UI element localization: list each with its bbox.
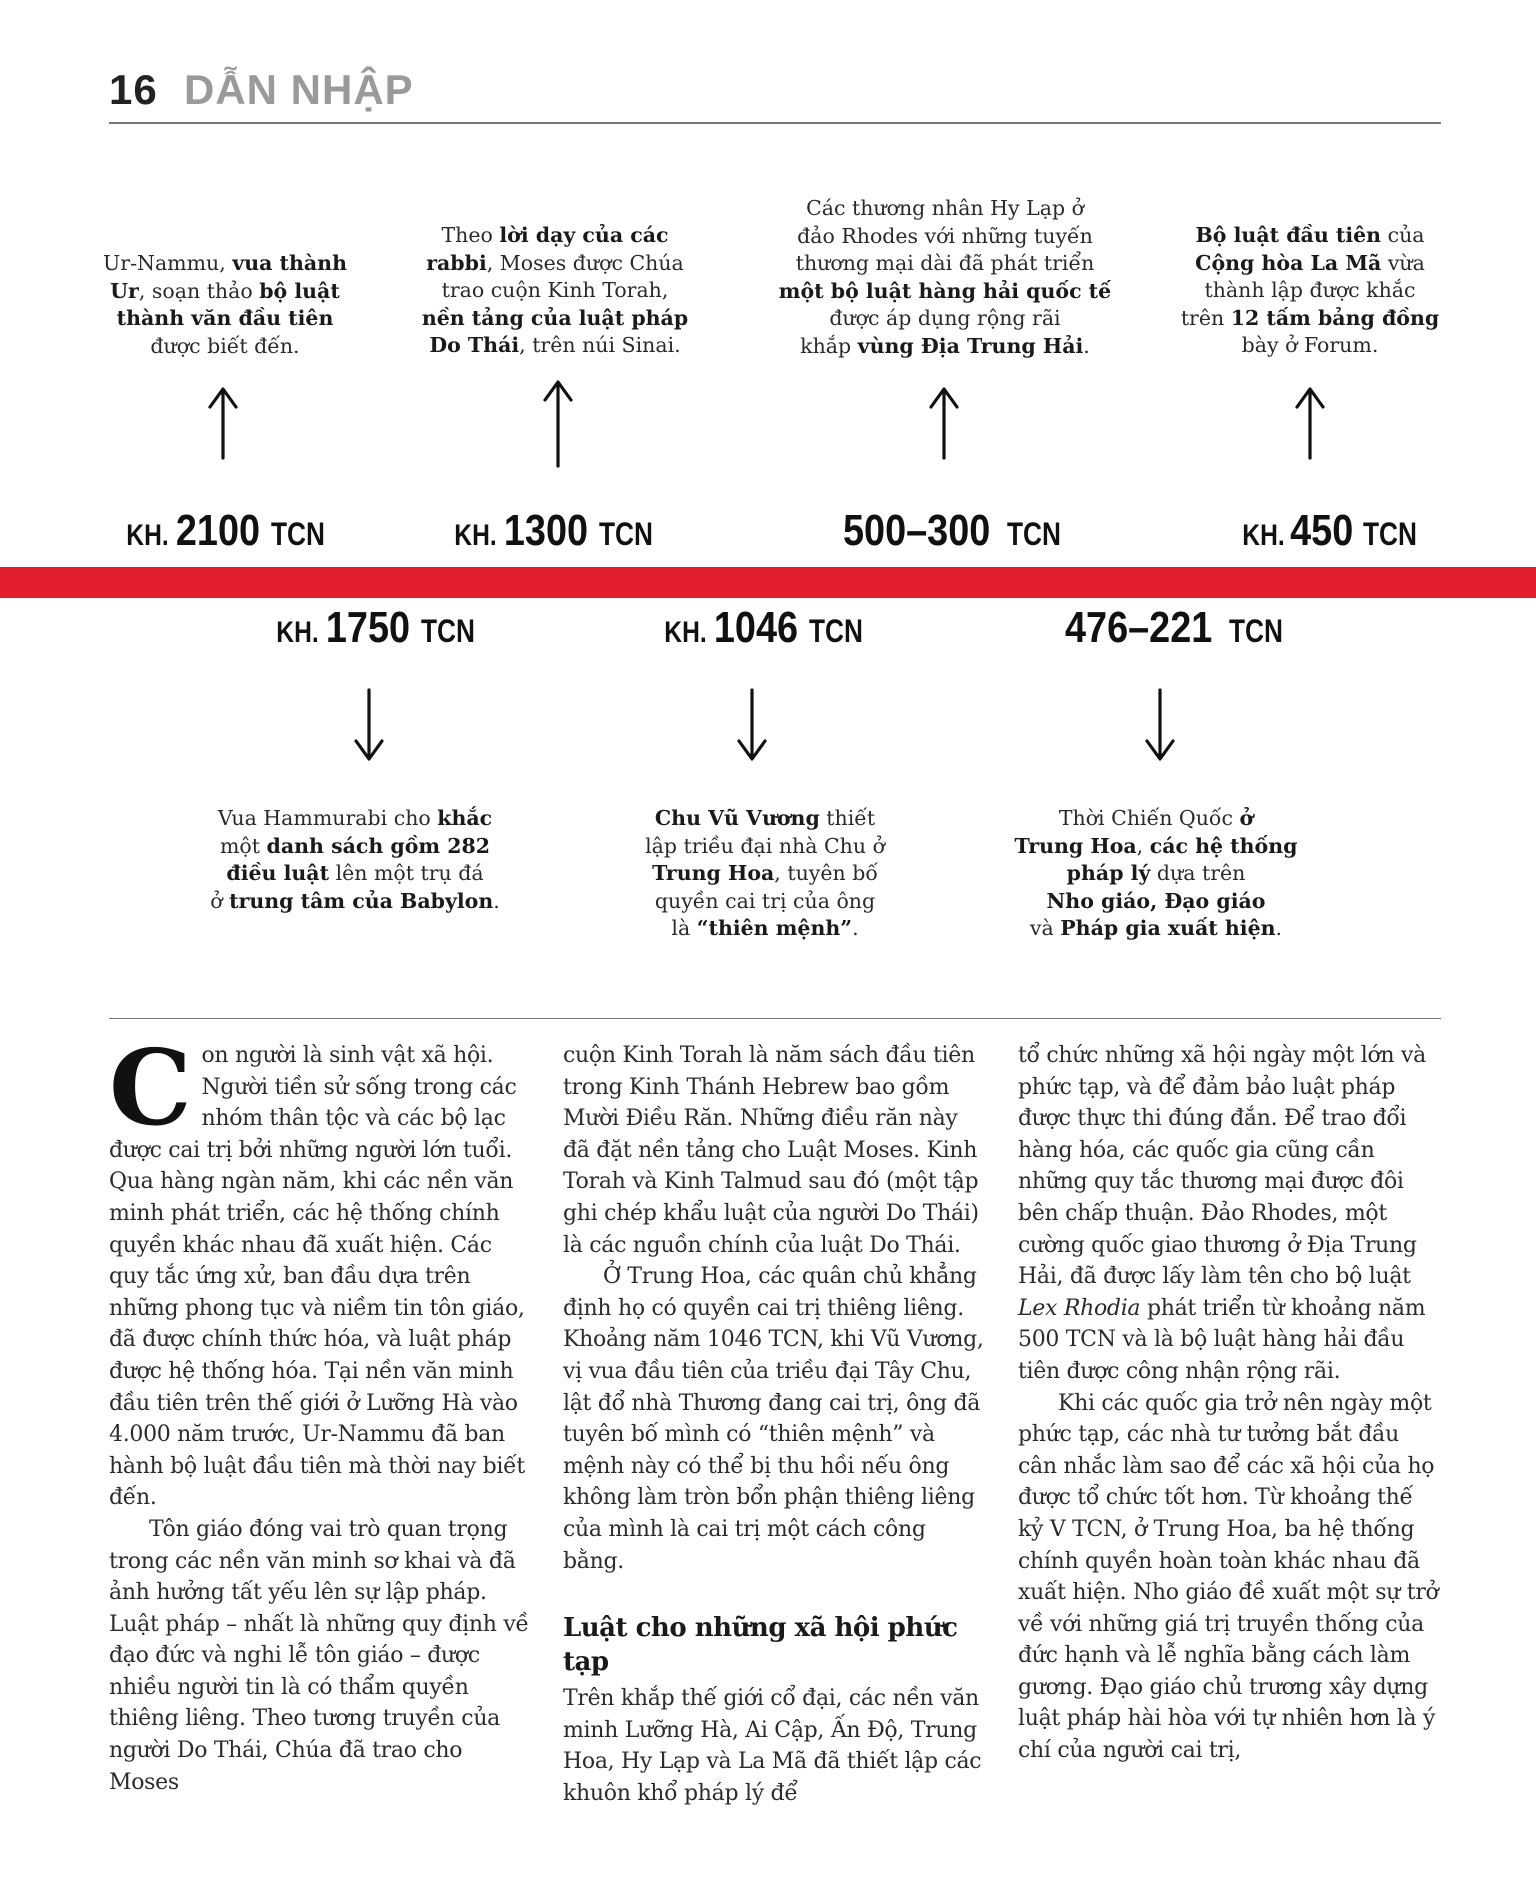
section-subheading: Luật cho những xã hội phức tạp	[563, 1613, 958, 1678]
paragraph: cuộn Kinh Torah là năm sách đầu tiên trong Kinh Thánh Hebrew bao gồm Mười Điều Răn. Những điều răn này đã đặt nền tảng cho Luật Moses. Kinh Torah và Kinh Talmud sau đó (một tập ghi chép khẩu luật của người Do Thái) là các nguồn chính của luật Do Thái.	[563, 1043, 979, 1258]
caption-emphasis: nền tảng của luật pháp	[421, 305, 689, 330]
caption-line	[405, 222, 705, 250]
caption-line	[195, 888, 515, 916]
caption-emphasis: “thiên mệnh”	[696, 916, 853, 940]
date-suffix: TCN	[1228, 613, 1283, 649]
timeline-caption-476-221	[1001, 805, 1311, 943]
caption-line	[1001, 915, 1311, 943]
body-rule	[109, 1018, 1441, 1019]
date-year: 2100	[175, 506, 260, 555]
caption-emphasis: Do Thái	[429, 333, 520, 357]
caption-line	[195, 860, 515, 888]
caption-line	[1001, 805, 1311, 833]
law-name: Lex Rhodia	[1018, 1295, 1141, 1321]
drop-cap: C	[109, 1026, 192, 1149]
caption-text: , trên núi Sinai.	[519, 333, 681, 357]
date-year: 476–221	[1065, 603, 1213, 652]
date-prefix: KH.	[664, 616, 707, 649]
caption-text: .	[1275, 916, 1283, 940]
caption-line	[772, 305, 1118, 333]
caption-text: quyền cai trị của ông	[654, 888, 876, 913]
caption-line	[1165, 305, 1455, 333]
caption-line	[405, 250, 705, 278]
down-arrow-icon	[352, 688, 386, 763]
caption-emphasis: Pháp gia xuất hiện	[1060, 916, 1276, 940]
paragraph: Tôn giáo đóng vai trò quan trọng trong các nền văn minh sơ khai và đã ảnh hưởng tất yếu lên sự lập pháp. Luật pháp – nhất là những quy định về đạo đức và nghi lễ tôn giáo – được nhiều người tin là có thẩm quyền thiêng liêng. Theo tương truyền của người Do Thái, Chúa đã trao cho Moses	[109, 1516, 529, 1795]
timeline-date-450	[1216, 506, 1446, 556]
date-prefix: KH.	[454, 519, 497, 552]
caption-text: lên một trụ đá	[329, 861, 484, 885]
caption-text: .	[493, 888, 500, 913]
caption-emphasis: Chu Vũ Vương	[654, 806, 820, 830]
caption-text: thương mại dài đã phát triển	[795, 251, 1095, 275]
timeline-caption-450	[1165, 222, 1455, 360]
caption-emphasis: Cộng hòa La Mã	[1195, 250, 1382, 275]
caption-emphasis: bộ luật	[259, 278, 340, 303]
caption-emphasis: vua thành	[232, 251, 347, 275]
paragraph	[1018, 1040, 1441, 1388]
timeline-caption-1300	[405, 222, 705, 360]
date-year: 450	[1290, 506, 1354, 555]
caption-emphasis: thành văn đầu tiên	[116, 306, 334, 330]
timeline-date-476-221	[1034, 603, 1314, 653]
caption-emphasis: danh sách gồm 282	[266, 833, 491, 858]
caption-line	[195, 805, 515, 833]
caption-emphasis: 12 tấm bảng đồng	[1230, 305, 1440, 330]
date-year: 500–300	[843, 506, 991, 555]
date-suffix: TCN	[809, 613, 864, 649]
caption-line	[195, 833, 515, 861]
caption-text: đảo Rhodes với những tuyến	[797, 223, 1093, 248]
paragraph-text: on người là sinh vật xã hội. Người tiền sử sống trong các nhóm thân tộc và các bộ lạc được cai trị bởi những người lớn tuổi. Qua hàng ngàn năm, khi các nền văn minh phát triển, các hệ thống chính quyền khác nhau đã xuất hiện. Các quy tắc ứng xử, ban đầu dựa trên những phong tục và niềm tin tôn giáo, đã được chính thức hóa, và luật pháp được hệ thống hóa. Tại nền văn minh đầu tiên trên thế giới ở Lưỡng Hà vào 4.000 năm trước, Ur-Nammu đã ban hành bộ luật đầu tiên mà thời nay biết đến.	[109, 1043, 525, 1511]
body-column-3	[1018, 1040, 1441, 1767]
caption-text: dựa trên	[1150, 861, 1246, 885]
caption-text: ở	[210, 888, 230, 913]
caption-text: một	[219, 833, 267, 858]
date-year: 1750	[325, 603, 410, 652]
caption-text: , Moses được Chúa	[486, 250, 684, 275]
caption-text: .	[1083, 333, 1090, 358]
caption-text: .	[852, 916, 859, 940]
caption-line	[1165, 332, 1455, 360]
caption-text: trao cuộn Kinh Torah,	[441, 278, 669, 302]
section-title: DẪN NHẬP	[184, 66, 414, 113]
caption-emphasis: trung tâm của Babylon	[229, 888, 494, 913]
caption-emphasis: các hệ thống	[1149, 833, 1298, 858]
timeline-caption-2100	[94, 250, 356, 360]
caption-line	[620, 833, 910, 861]
paragraph: Trên khắp thế giới cổ đại, các nền văn minh Lưỡng Hà, Ai Cập, Ấn Độ, Trung Hoa, Hy Lạp và La Mã đã thiết lập các khuôn khổ pháp lý để	[563, 1686, 982, 1806]
caption-line	[1165, 222, 1455, 250]
paragraph: Ở Trung Hoa, các quân chủ khẳng định họ có quyền cai trị thiêng liêng. Khoảng năm 1046 TCN, khi Vũ Vương, vị vua đầu tiên của triều đại Tây Chu, lật đổ nhà Thương đang cai trị, ông đã tuyên bố mình có “thiên mệnh” và mệnh này có thể bị thu hồi nếu ông không làm tròn bổn phận thiêng liêng của mình là cai trị một cách công bằng.	[563, 1264, 984, 1574]
date-prefix: KH.	[126, 519, 169, 552]
body-column-1	[109, 1026, 529, 1798]
timeline-band	[0, 567, 1536, 598]
date-suffix: TCN	[1362, 516, 1417, 552]
caption-text: lập triều đại nhà Chu ở	[645, 833, 885, 858]
date-suffix: TCN	[599, 516, 654, 552]
caption-line	[620, 915, 910, 943]
caption-text: Ur-Nammu,	[103, 251, 233, 275]
caption-line	[1165, 250, 1455, 278]
caption-line	[405, 305, 705, 333]
caption-emphasis: khắc	[437, 806, 493, 830]
paragraph-text: tổ chức những xã hội ngày một lớn và phức tạp, và để đảm bảo luật pháp được thực thi đúng đắn. Để trao đổi hàng hóa, các quốc gia cũng cần những quy tắc thương mại được đôi bên chấp thuận. Đảo Rhodes, một cường quốc giao thương ở Địa Trung Hải, đã được lấy làm tên cho bộ luật	[1018, 1043, 1426, 1290]
caption-emphasis: Bộ luật đầu tiên	[1195, 223, 1382, 247]
caption-line	[772, 333, 1118, 361]
caption-line	[772, 250, 1118, 278]
timeline-date-2100	[96, 506, 358, 556]
caption-text: vừa	[1381, 250, 1425, 275]
down-arrow-icon	[735, 688, 769, 763]
date-year: 1046	[713, 603, 798, 652]
timeline-caption-1046	[620, 805, 910, 943]
caption-text: Thời Chiến Quốc	[1058, 806, 1240, 830]
caption-line	[1001, 888, 1311, 916]
timeline-date-1300	[424, 506, 686, 556]
date-suffix: TCN	[271, 516, 326, 552]
timeline-date-500-300	[812, 506, 1092, 556]
caption-text: thành lập được khắc	[1204, 278, 1416, 302]
up-arrow-icon	[1293, 385, 1327, 460]
caption-line	[1001, 860, 1311, 888]
caption-emphasis: ở	[1239, 806, 1254, 830]
caption-line	[405, 332, 705, 360]
caption-emphasis: điều luật	[226, 861, 330, 885]
caption-text: là	[671, 916, 697, 940]
caption-emphasis: một bộ luật hàng hải quốc tế	[778, 278, 1112, 303]
caption-emphasis: Trung Hoa	[1014, 833, 1137, 858]
caption-line	[94, 250, 356, 278]
caption-line	[94, 278, 356, 306]
up-arrow-icon	[541, 378, 575, 468]
up-arrow-icon	[927, 385, 961, 460]
caption-text: Theo	[441, 223, 500, 247]
up-arrow-icon	[206, 385, 240, 460]
caption-line	[772, 278, 1118, 306]
caption-text: , tuyên bố	[774, 861, 878, 885]
caption-text: khắp	[800, 333, 858, 358]
caption-line	[1165, 277, 1455, 305]
caption-text: được biết đến.	[150, 333, 300, 358]
caption-emphasis: Trung Hoa	[652, 861, 775, 885]
caption-line	[94, 305, 356, 333]
caption-emphasis: rabbi	[426, 250, 487, 275]
date-prefix: KH.	[1242, 519, 1286, 552]
date-prefix: KH.	[276, 616, 319, 649]
timeline-date-1750	[246, 603, 508, 653]
caption-line	[405, 277, 705, 305]
caption-text: thiết	[819, 806, 876, 830]
paragraph-text: phát triển từ khoảng năm 500 TCN và là bộ luật hàng hải đầu tiên được công nhận rộng rãi.	[1018, 1295, 1426, 1384]
timeline-caption-500-300	[772, 195, 1118, 360]
paragraph: Khi các quốc gia trở nên ngày một phức tạp, các nhà tư tưởng bắt đầu cân nhắc làm sao để các xã hội của họ được tổ chức tốt hơn. Từ khoảng thế kỷ V TCN, ở Trung Hoa, ba hệ thống chính quyền hoàn toàn khác nhau đã xuất hiện. Nho giáo đề xuất một sự trở về với những giá trị truyền thống của đức hạnh và lễ nghĩa bằng cách làm gương. Đạo giáo chủ trương xây dựng luật pháp hài hòa với tự nhiên hơn là ý chí của người cai trị,	[1018, 1390, 1439, 1764]
date-suffix: TCN	[1006, 516, 1061, 552]
caption-emphasis: lời dạy của các	[499, 223, 669, 247]
caption-text: được áp dụng rộng rãi	[829, 306, 1061, 330]
caption-line	[620, 888, 910, 916]
date-year: 1300	[503, 506, 588, 555]
caption-emphasis: vùng Địa Trung Hải	[857, 333, 1084, 358]
caption-line	[620, 860, 910, 888]
header-rule	[109, 122, 1441, 124]
caption-text: và	[1029, 916, 1061, 940]
caption-text: , soạn thảo	[138, 278, 260, 303]
caption-line	[1001, 833, 1311, 861]
caption-line	[620, 805, 910, 833]
timeline-caption-1750	[195, 805, 515, 915]
caption-line	[772, 195, 1118, 223]
timeline-date-1046	[634, 603, 896, 653]
caption-line	[772, 223, 1118, 251]
caption-text: bày ở Forum.	[1241, 333, 1379, 357]
paragraph	[109, 1026, 529, 1514]
caption-line	[94, 333, 356, 361]
caption-text: Vua Hammurabi cho	[217, 806, 438, 830]
caption-text: Các thương nhân Hy Lạp ở	[806, 196, 1084, 220]
caption-emphasis: pháp lý	[1066, 861, 1151, 885]
date-suffix: TCN	[421, 613, 476, 649]
caption-emphasis: Nho giáo, Đạo giáo	[1046, 888, 1266, 913]
caption-text: ,	[1136, 833, 1150, 858]
caption-text: của	[1381, 223, 1425, 247]
caption-text: trên	[1180, 305, 1231, 330]
page-number: 16	[109, 66, 158, 113]
down-arrow-icon	[1143, 688, 1177, 763]
body-column-2	[563, 1040, 987, 1809]
caption-emphasis: Ur	[110, 278, 139, 303]
